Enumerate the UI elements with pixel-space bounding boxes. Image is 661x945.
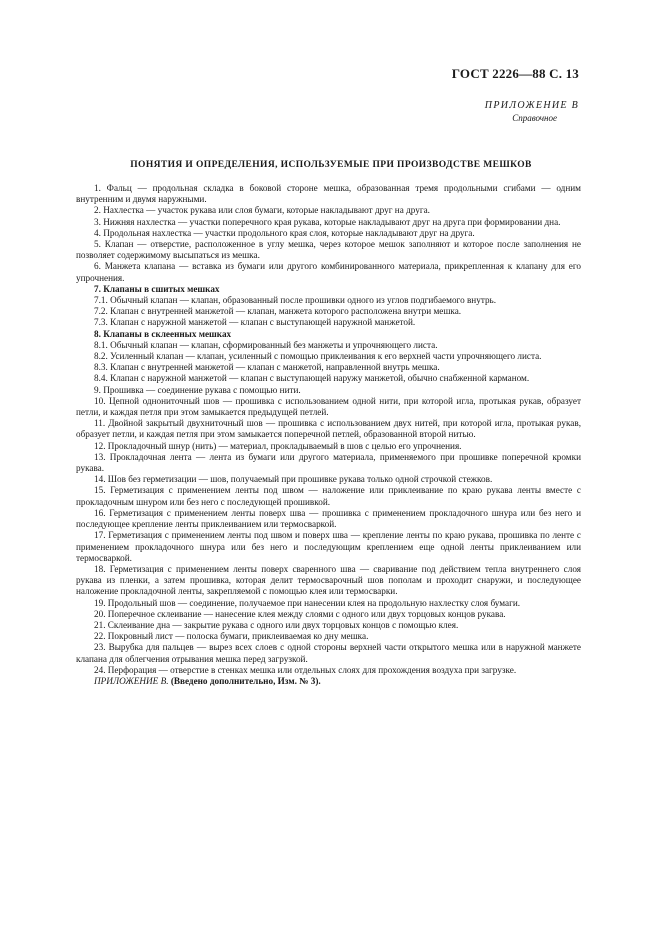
definition-paragraph: 17. Герметизация с применением ленты под швом и поверх шва — крепление ленты по краю рукава, прошивка по ленте с применением прокладочного шнура или без него и последующим креплением еще одной ленты приклеиванием или термосваркой.	[76, 530, 581, 563]
definition-paragraph: 21. Склеивание дна — закрытие рукава с одного или двух торцовых концов с помощью клея.	[94, 619, 459, 630]
definition-paragraph: 7.2. Клапан с внутренней манжетой — клапан, манжета которого расположена внутри мешка.	[94, 306, 462, 317]
definition-paragraph: 14. Шов без герметизации — шов, получаемый при прошивке рукава только одной строчкой стежков.	[94, 474, 493, 485]
definition-paragraph: 22. Покровный лист — полоска бумаги, приклеиваемая ко дну мешка.	[94, 631, 369, 642]
definition-paragraph: 3. Нижняя нахлестка — участки поперечного края рукава, которые накладывают друг на друга при формировании дна.	[94, 216, 561, 227]
definition-paragraph: 4. Продольная нахлестка — участки продольного края слоя, которые накладывают друг на друга.	[94, 227, 475, 238]
definition-paragraph: 7.3. Клапан с наружной манжетой — клапан с выступающей наружной манжетой.	[94, 317, 416, 328]
definition-paragraph: 8.2. Усиленный клапан — клапан, усиленный с помощью приклеивания к его верхней части упрочняющего листа.	[94, 351, 542, 362]
definition-paragraph: 6. Манжета клапана — вставка из бумаги или другого комбинированного материала, прикрепленная к клапану для его упрочнения.	[76, 261, 581, 283]
definition-paragraph: 15. Герметизация с применением ленты под швом — наложение или приклеивание по краю рукава ленты вместе с прокладочным шнуром или без него с последующей прошивкой.	[76, 485, 581, 507]
amendment-note	[76, 676, 581, 687]
definition-paragraph: 20. Поперечное склеивание — нанесение клея между слоями с одного или двух торцовых концов рукава.	[94, 608, 506, 619]
definition-paragraph: 13. Прокладочная лента — лента из бумаги или другого материала, применяемого при прошивке поперечной кромки рукава.	[76, 451, 581, 474]
definition-paragraph: 10. Цепной однониточный шов — прошивка с использованием одной нити, при которой игла, протыкая рукав, образует петли, и каждая петля при этом замыкается предыдущей петлей.	[76, 395, 581, 418]
definition-paragraph: 1. Фальц — продольная складка в боковой стороне мешка, образованная тремя продольными сгибами — одним внутренним и двумя наружными.	[76, 183, 581, 205]
amendment-note-label: ПРИЛОЖЕНИЕ В.	[94, 675, 169, 686]
section-heading: 7. Клапаны в сшитых мешках	[94, 283, 220, 294]
amendment-note-text: (Введено дополнительно, Изм. № 3).	[170, 675, 321, 686]
definition-paragraph: 8.3. Клапан с внутренней манжетой — клапан с манжетой, направленной внутрь мешка.	[94, 362, 440, 373]
appendix-label: ПРИЛОЖЕНИЕ В	[484, 100, 579, 111]
definition-paragraph: 16. Герметизация с применением ленты поверх шва — прошивка с применением прокладочного шнура или без него и последующее крепление ленты приклеиванием или термосваркой.	[76, 507, 581, 530]
definition-paragraph: 23. Вырубка для пальцев — вырез всех слоев с одной стороны верхней части открытого мешка или в наружной манжете клапана для облегчения отрывания мешка перед загрузкой.	[76, 642, 581, 664]
definition-paragraph: 2. Нахлестка — участок рукава или слоя бумаги, которые накладывают друг на друга.	[94, 205, 430, 216]
definition-paragraph: 7.1. Обычный клапан — клапан, образованный после прошивки одного из углов подгибаемого внутрь.	[94, 295, 497, 306]
section-heading: 8. Клапаны в склеенных мешках	[94, 328, 232, 339]
definition-paragraph: 11. Двойной закрытый двухниточный шов — прошивка с использованием двух нитей, при которой игла, протыкая рукав, образует петли, и каждая петля при этом замыкается поперечной петлей, образованной второй нитью.	[76, 418, 581, 440]
definition-paragraph: 8.1. Обычный клапан — клапан, сформированный без манжеты и упрочняющего листа.	[94, 339, 438, 350]
definition-paragraph: 19. Продольный шов — соединение, получаемое при нанесении клея на продольную нахлестку слоя бумаги.	[94, 597, 521, 608]
appendix-type: Справочное	[512, 113, 557, 123]
definition-paragraph: 24. Перфорация — отверстие в стенках мешка или отдельных слоях для прохождения воздуха при загрузке.	[94, 664, 517, 675]
definition-paragraph: 9. Прошивка — соединение рукава с помощью нити.	[94, 384, 301, 395]
page-title: ПОНЯТИЯ И ОПРЕДЕЛЕНИЯ, ИСПОЛЬЗУЕМЫЕ ПРИ ПРОИЗВОДСТВЕ МЕШКОВ	[130, 160, 532, 170]
definitions-body	[76, 183, 581, 687]
definition-paragraph: 5. Клапан — отверстие, расположенное в углу мешка, через которое мешок заполняют и которое после заполнения не позволяет содержимому высыпаться из мешка.	[76, 239, 581, 261]
definition-paragraph: 18. Герметизация с применением ленты поверх сваренного шва — сваривание под действием тепла внутреннего слоя рукава из пленки, а затем прошивка, которая делит термосварочный шов пополам и проходит снаружи, и последующее наложение прокладочной ленты, закрепляемой с помощью клея или термосварки.	[76, 563, 581, 597]
definition-paragraph: 12. Прокладочный шнур (нить) — материал, прокладываемый в шов с целью его упрочнения.	[94, 440, 462, 451]
definition-paragraph: 8.4. Клапан с наружной манжетой — клапан с выступающей наружу манжетой, обычно снабженной карманом.	[94, 373, 530, 384]
standard-code: ГОСТ 2226—88 С. 13	[451, 66, 579, 81]
